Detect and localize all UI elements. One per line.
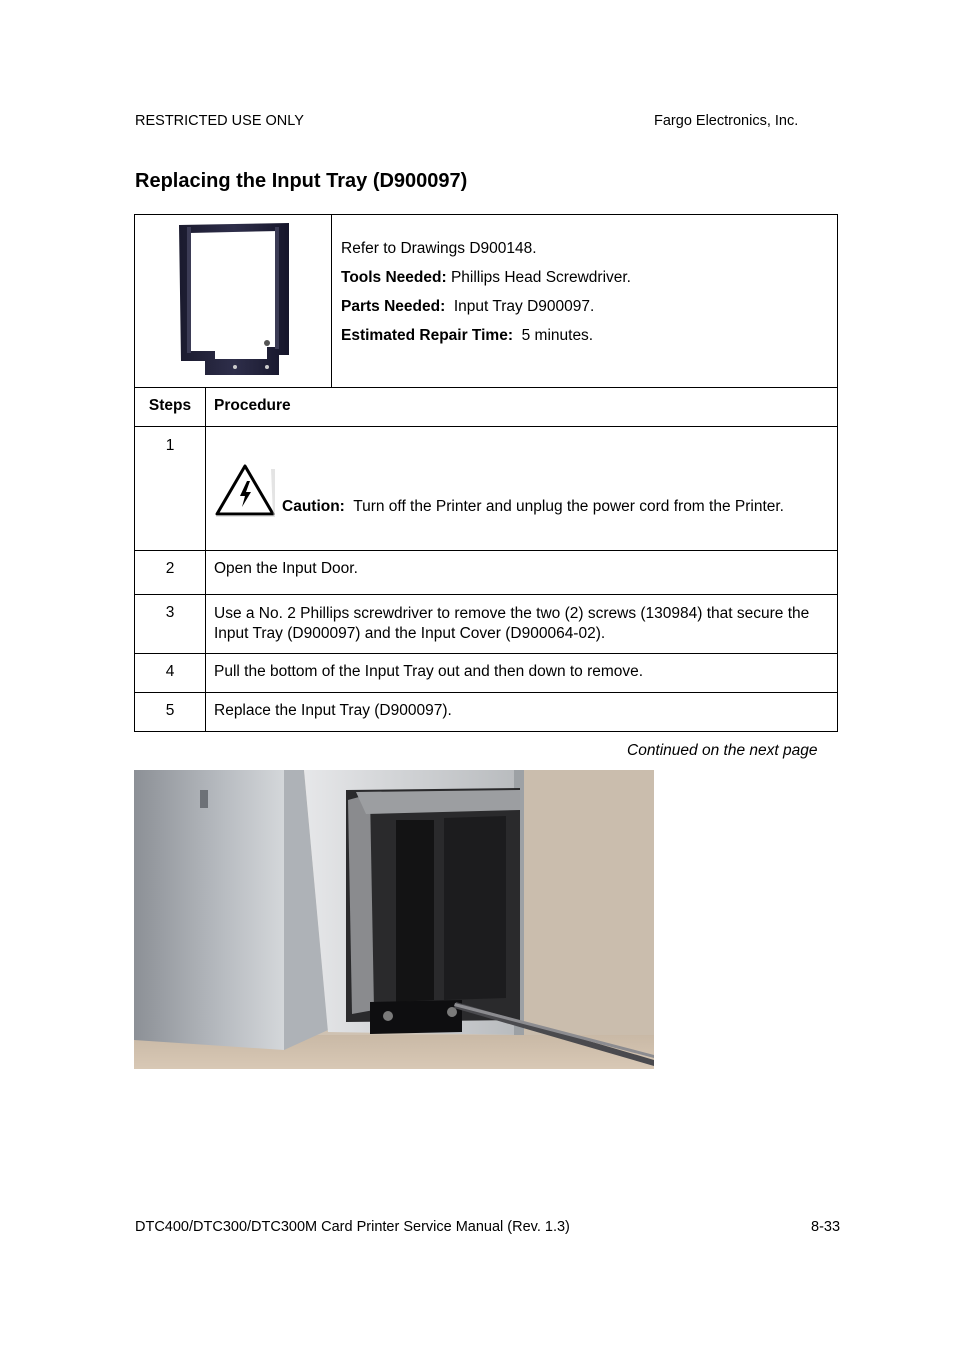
step-number: 4 — [135, 654, 206, 692]
footer-page-number: 8-33 — [811, 1219, 841, 1235]
table-row — [134, 693, 838, 732]
caution-label: Caution: — [282, 498, 345, 515]
table-row — [134, 427, 838, 551]
table-header-row — [134, 387, 838, 427]
header-restricted: RESTRICTED USE ONLY — [135, 113, 304, 129]
info-box — [134, 214, 838, 388]
time-value: 5 minutes. — [513, 327, 594, 344]
procedure-text: Pull the bottom of the Input Tray out and then down to remove. — [214, 663, 644, 680]
col-steps-header: Steps — [135, 387, 206, 426]
printer-photo — [134, 770, 654, 1069]
page-title: Replacing the Input Tray (D900097) — [135, 170, 468, 192]
header-company: Fargo Electronics, Inc. — [654, 113, 799, 129]
time-line — [341, 321, 631, 350]
parts-label: Parts Needed: — [341, 298, 446, 315]
parts-line — [341, 292, 631, 321]
input-tray-image — [175, 221, 293, 381]
procedure-text — [214, 463, 829, 517]
tools-value: Phillips Head Screwdriver. — [446, 269, 631, 286]
tools-line — [341, 263, 631, 292]
col-procedure-header: Procedure — [214, 397, 291, 414]
info-text — [341, 234, 631, 350]
table-row — [134, 595, 838, 654]
table-row — [134, 654, 838, 693]
continued-note: Continued on the next page — [627, 742, 818, 759]
tools-label: Tools Needed: — [341, 269, 447, 286]
procedure-text: Open the Input Door. — [214, 560, 358, 577]
step-number: 1 — [135, 427, 206, 550]
info-divider — [331, 215, 332, 387]
procedure-text: Use a No. 2 Phillips screwdriver to remove the two (2) screws (130984) that secure the Input Tray (D900097) and the Input Cover (D900064-02). — [214, 605, 810, 642]
step-number: 2 — [135, 551, 206, 594]
procedure-text: Replace the Input Tray (D900097). — [214, 702, 452, 719]
caution-text: Turn off the Printer and unplug the power cord from the Printer. — [344, 498, 784, 515]
table-row — [134, 551, 838, 595]
caution-icon — [214, 463, 276, 517]
step-number: 3 — [135, 595, 206, 653]
footer-manual-title: DTC400/DTC300/DTC300M Card Printer Service Manual (Rev. 1.3) — [135, 1219, 570, 1235]
parts-value: Input Tray D900097. — [445, 298, 595, 315]
time-label: Estimated Repair Time: — [341, 327, 513, 344]
step-number: 5 — [135, 693, 206, 731]
refer-line: Refer to Drawings D900148. — [341, 240, 537, 257]
